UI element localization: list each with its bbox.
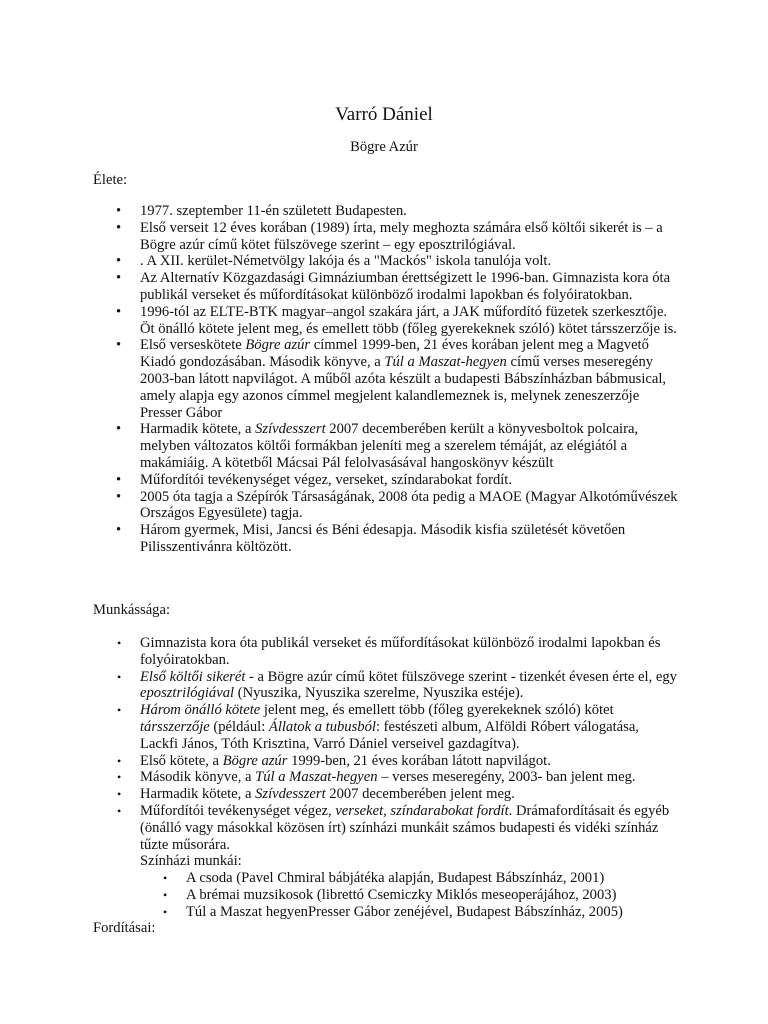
item-text: Harmadik kötete, a <box>140 421 256 438</box>
list-item <box>140 803 680 921</box>
document-subtitle: Bögre Azúr <box>350 139 418 155</box>
list-item: • 1996-tól az ELTE-BTK magyar–angol szakára járt, a JAK műfordító füzetek szerkesztője. Öt önálló kötete jelent meg, és emellett több (főleg gyerekeknek szóló) kötet társszerzője is. <box>140 304 680 338</box>
list-item: • A brémai muzsikosok (librettó Csemiczky Miklós meseoperájához, 2003) <box>186 887 680 904</box>
list-item: • Túl a Maszat hegyenPresser Gábor zenéjével, Budapest Bábszínház, 2005) <box>186 904 680 921</box>
item-text: Harmadik kötete, a <box>140 786 256 803</box>
life-list <box>140 203 680 556</box>
item-text: 1999-ben, 21 éves korában látott napvilágot. <box>287 752 551 769</box>
list-item: • Három gyermek, Misi, Jancsi és Béni édesapja. Második kisfia születését követően Pilisszentivánra költözött. <box>140 522 680 556</box>
theatre-works-heading: Színházi munkái: <box>140 853 242 870</box>
list-item: • 2005 óta tagja a Szépírók Társaságának, 2008 óta pedig a MAOE (Magyar Alkotóművészek Országos Egyesülete) tagja. <box>140 489 680 523</box>
list-item: • . A XII. kerület-Németvölgy lakója és a "Mackós" iskola tanulója volt. <box>140 253 680 270</box>
document-title: Varró Dániel <box>335 104 433 125</box>
book-title: Szívdesszert <box>255 421 326 438</box>
item-text: – verses meseregény, 2003- ban jelent meg. <box>377 769 636 786</box>
item-text: 2007 decemberében jelent meg. <box>325 786 515 803</box>
list-item: • Műfordítói tevékenységet végez, verseket, színdarabokat fordít. <box>140 472 680 489</box>
item-text: 2007 decemberében került a könyvesboltok polcaira, melyben változatos költői formákban jeleníti meg a szerelem témáját, az elégiától a makámiáig. A kötetből Mácsai Pál felolvasásával hangoskönyv készült <box>140 421 639 471</box>
list-item: • 1977. szeptember 11-én született Budapesten. <box>140 203 680 220</box>
theatre-works-list <box>186 870 680 920</box>
book-title: Bögre azúr <box>222 752 288 769</box>
item-emphasis: Három önálló kötete <box>140 702 261 719</box>
item-text: című verses meseregény 2003-ban látott napvilágot. A műből azóta készült a budapesti Bábszínházban bábmusical, amely alapja egy azonos címmel megjelent kalandlemeznek is, melynek zeneszerzője Presser Gábor <box>140 354 667 421</box>
work-section-heading: Munkássága: <box>93 602 171 618</box>
item-emphasis: Első költői sikerét <box>140 668 246 685</box>
list-item <box>140 786 680 803</box>
list-item <box>140 421 680 471</box>
list-item: • Gimnazista kora óta publikál verseket és műfordításokat különböző irodalmi lapokban és folyóiratokban. <box>140 635 680 669</box>
item-text: . Drámafordításait és egyéb (önálló vagy másokkal közösen írt) színházi munkáit számos budapesti és vidéki színház tűzte műsorára. <box>140 802 670 853</box>
book-title: Szívdesszert <box>255 786 326 803</box>
life-section-heading: Élete: <box>93 172 128 188</box>
list-item: • A csoda (Pavel Chmiral bábjátéka alapján, Budapest Bábszínház, 2001) <box>186 870 680 887</box>
list-item <box>140 702 680 752</box>
book-title: Állatok a tubusból <box>268 718 376 735</box>
item-text: Műfordítói tevékenységet végez, <box>140 802 336 819</box>
book-title: Túl a Maszat-hegyen <box>255 769 378 786</box>
list-item <box>140 337 680 421</box>
list-item <box>140 669 680 703</box>
item-emphasis: verseket, színdarabokat fordít <box>335 802 509 819</box>
translations-section-heading: Fordításai: <box>93 920 156 936</box>
item-text: (Nyuszika, Nyuszika szerelme, Nyuszika estéje). <box>234 685 524 702</box>
item-text: Első verseskötete <box>140 337 246 354</box>
work-list <box>140 635 680 921</box>
list-item <box>140 753 680 770</box>
item-text: címmel 1999-ben, 21 éves korában jelent meg a Magvető Kiadó gondozásában. Második könyve, a <box>140 337 649 371</box>
item-text: Első kötete, a <box>140 752 223 769</box>
list-item: • Első verseit 12 éves korában (1989) írta, mely meghozta számára első költői sikerét is – a Bögre azúr című kötet fülszövege szerint – egy eposztrilógiával. <box>140 220 680 254</box>
list-item <box>140 769 680 786</box>
item-emphasis: társszerzője <box>140 718 210 735</box>
list-item: • Az Alternatív Közgazdasági Gimnáziumban érettségizett le 1996-ban. Gimnazista kora óta publikál verseket és műfordításokat különböző irodalmi lapokban és folyóiratokban. <box>140 270 680 304</box>
item-emphasis: eposztrilógiával <box>140 685 235 702</box>
item-text: Második könyve, a <box>140 769 256 786</box>
item-text: : festészeti album, Alföldi Róbert válogatása, Lackfi János, Tóth Krisztina, Varró Dániel verseivel gazdagítva). <box>140 718 639 752</box>
book-title: Túl a Maszat-hegyen <box>384 354 507 371</box>
item-text: - a Bögre azúr című kötet fülszövege szerint - tizenkét évesen érte el, egy <box>245 668 677 685</box>
book-title: Bögre azúr <box>245 337 311 354</box>
item-text: jelent meg, és emellett több (főleg gyerekeknek szóló) kötet <box>260 702 614 719</box>
item-text: (például: <box>209 718 269 735</box>
